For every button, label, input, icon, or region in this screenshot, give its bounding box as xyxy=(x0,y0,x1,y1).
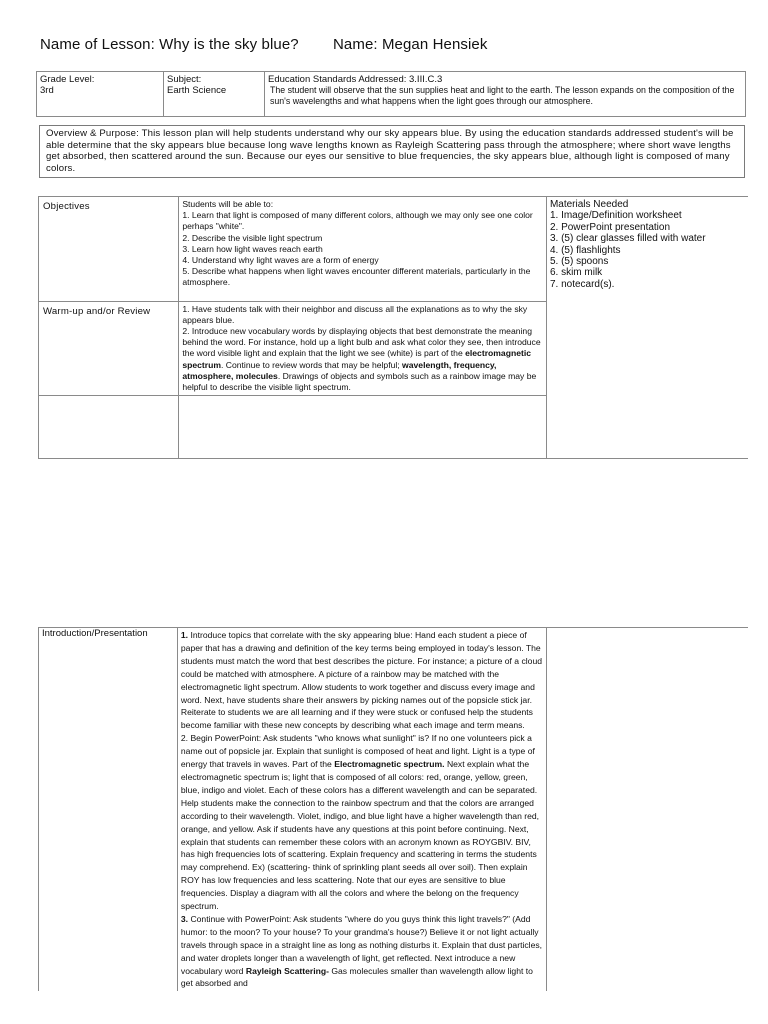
material-item: 3. (5) clear glasses filled with water xyxy=(549,233,706,245)
lesson-info-table xyxy=(36,71,746,117)
warmup-cell xyxy=(179,301,547,396)
intro-step-1: 1. Introduce topics that correlate with the sky appearing blue: Hand each student a piece of paper that has a drawing and definition of the key terms being employed in today's lesson. The students must match the word that best describes the picture. For instance; a picture of a cloud could be matched with atmosphere. A picture of a rainbow may be matched with the electromagnetic light spectrum. Allow students to work together and discuss every image and word. Next, have students share their answers by picking names out of the popsicle stick jar. Reiterate to students we are all learning and if they were stuck or confused help the students become familiar with these new concepts by describing what each image and term means. xyxy=(180,630,543,731)
lesson-title: Name of Lesson: Why is the sky blue? xyxy=(40,36,299,53)
objectives-table xyxy=(38,196,748,459)
material-item: 1. Image/Definition worksheet xyxy=(549,210,682,222)
intro-cell xyxy=(177,628,546,992)
subject-cell xyxy=(164,72,265,117)
objectives-label: Objectives xyxy=(39,197,179,302)
presentation-table xyxy=(38,627,748,991)
subject-label: Subject: xyxy=(167,74,202,85)
empty-label-cell xyxy=(39,396,179,459)
material-item: 6. skim milk xyxy=(549,267,603,279)
material-item: 5. (5) spoons xyxy=(549,256,609,268)
empty-content-cell xyxy=(179,396,547,459)
objective-item: 2. Describe the visible light spectrum xyxy=(182,232,323,243)
overview-box: Overview & Purpose: This lesson plan will help students understand why our sky appears blue. By using the education standards addressed student's will be able determine that the sky appears blue because long wave lengths known as Rayleigh Scattering pass through the atmosphere; where short wave lengths get absorbed, then scattered around the sun. Because our eyes our sensitive to blue frequencies, the sky appears blue, although light is composed of many colors. xyxy=(39,125,745,178)
intro-label: Introduction/Presentation xyxy=(39,628,178,992)
grade-value: 3rd xyxy=(40,85,54,96)
warmup-step-2: 2. Introduce new vocabulary words by displaying objects that best demonstrate the meaning behind the word. For instance, hold up a light bulb and ask what color they see, then introduce the word visible light and explain that the light we see (white) is part of the electromagnetic spectrum. Continue to review words that may be helpful; wavelength, frequency, atmosphere, molecules. Drawings of objects and symbols such as a rainbow image may be helpful to describe the visible light spectrum. xyxy=(182,326,541,393)
grade-label: Grade Level: xyxy=(40,74,95,85)
intro-step-3: 3. Continue with PowerPoint: Ask students "where do you guys think this light travels?" (Add humor: to the moon? To your house? To your grandma's house?) Believe it or not light actually travels through space in a straight line as long as nothing disturbs it. Explain that dust particles, and water droplets longer than a wavelength of light, get reflected. Next introduce a new vocabulary word Rayleigh Scattering- Gas molecules smaller than wavelength allow light to get absorbed and xyxy=(180,913,543,989)
standards-text: The student will observe that the sun supplies heat and light to the earth. The lesson expands on the composition of the sun's wavelengths and what happens when the light goes through our atmosphere. xyxy=(270,85,735,106)
objectives-intro: Students will be able to: xyxy=(182,199,274,209)
warmup-label: Warm-up and/or Review xyxy=(39,301,179,396)
objective-item: 3. Learn how light waves reach earth xyxy=(182,243,323,254)
material-item: 7. notecard(s). xyxy=(549,278,615,290)
author-name: Name: Megan Hensiek xyxy=(333,36,488,53)
page-title xyxy=(40,36,487,53)
warmup-step-1: 1. Have students talk with their neighbor and discuss all the explanations as to why the sky appears blue. xyxy=(182,303,528,325)
objective-item: 1. Learn that light is composed of many different colors, although we may only see one color perhaps "white". xyxy=(182,210,533,232)
grade-cell xyxy=(37,72,164,117)
standards-cell xyxy=(265,72,746,117)
objectives-cell xyxy=(179,197,547,302)
subject-value: Earth Science xyxy=(167,85,227,96)
materials-label: Materials Needed xyxy=(549,199,629,210)
objective-item: 4. Understand why light waves are a form of energy xyxy=(182,255,379,266)
intro-step-2: 2. Begin PowerPoint: Ask students "who knows what sunlight" is? If no one volunteers pick a name out of popsicle jar. Explain that sunlight is composed of heat and light. Light is a type of energy that travels in waves. Part of the Electromagnetic spectrum. Next explain what the electromagnetic spectrum is; light that is composed of all colors: red, orange, yellow, green, blue, indigo and violet. Each of these colors has a different wavelength and can be separated. Help students make the connection to the rainbow spectrum and that the colors are arranged according to their wavelength. Violet, indigo, and blue light have a higher wavelength than red, orange, and yellow. Ask if students have any questions at this point before continuing. Next, explain that students can remember these colors with an acronym known as ROYGBIV. BIV, has high frequencies lots of scattering. Explain frequency and scattering in terms the students may comprehend. Ex) (scattering- think of sprinkling plant seeds all over soil). Then explain ROY has low frequencies and less scattering. Note that our eyes are sensitive to blue frequencies. Display a diagram with all the colors and where the belong on the frequency spectrum. xyxy=(180,733,540,912)
standards-label: Education Standards Addressed: 3.III.C.3 xyxy=(268,74,443,85)
objective-item: 5. Describe what happens when light waves encounter different materials, particularly in the atmosphere. xyxy=(182,266,531,288)
materials-cell xyxy=(546,197,748,459)
material-item: 2. PowerPoint presentation xyxy=(549,221,671,233)
material-item: 4. (5) flashlights xyxy=(549,244,621,256)
intro-notes-cell xyxy=(546,628,748,992)
